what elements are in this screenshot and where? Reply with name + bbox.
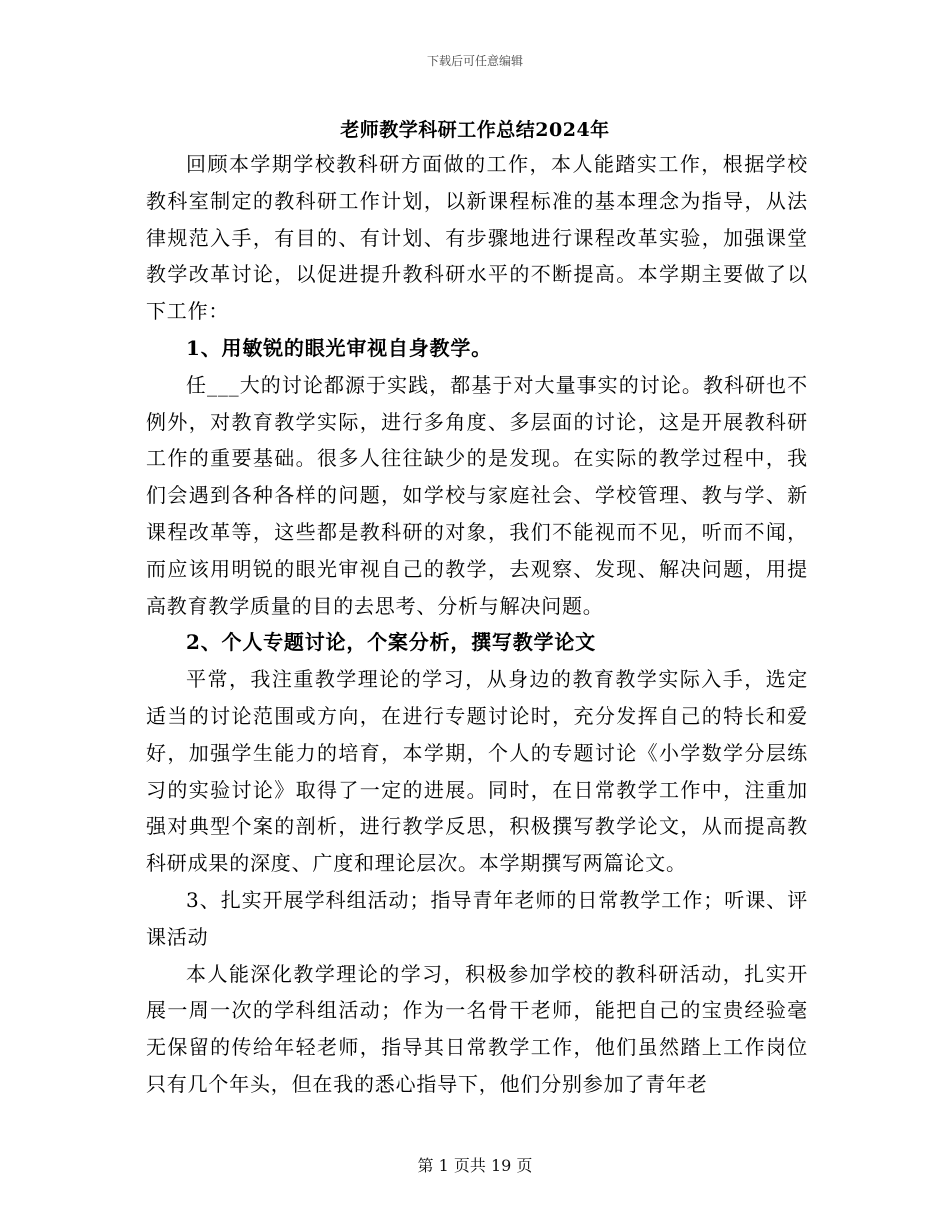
document-title: 老师教学科研工作总结2024年	[340, 119, 610, 141]
section-heading-2: 2、个人专题讨论，个案分析，撰写教学论文	[186, 630, 596, 655]
page-number: 第 1 页共 19 页	[417, 1156, 533, 1175]
section-paragraph-1: 任___大的讨论都源于实践，都基于对大量事实的讨论。教科研也不例外，对教育教学实际，进行多角度、多层面的讨论，这是开展教科研工作的重要基础。很多人往往缺少的是发现。在实际的教学过程中，我们会遇到各种各样的问题，如学校与家庭社会、学校管理、教与学、新课程改革等，这些都是教科研的对象，我们不能视而不见，听而不闻，而应该用明锐的眼光审视自己的教学，去观察、发现、解决问题，用提高教育教学质量的目的去思考、分析与解决问题。	[146, 372, 808, 618]
section-paragraph-2: 平常，我注重教学理论的学习，从身边的教育教学实际入手，选定适当的讨论范围或方向，在进行专题讨论时，充分发挥自己的特长和爱好，加强学生能力的培育，本学期，个人的专题讨论《小学数学分层练习的实验讨论》取得了一定的进展。同时，在日常教学工作中，注重加强对典型个案的剖析，进行教学反思，积极撰写教学论文，从而提高教科研成果的深度、广度和理论层次。本学期撰写两篇论文。	[146, 667, 808, 876]
intro-paragraph: 回顾本学期学校教科研方面做的工作，本人能踏实工作，根据学校教科室制定的教科研工作计划，以新课程标准的基本理念为指导，从法律规范入手，有目的、有计划、有步骤地进行课程改革实验，加强课堂教学改革讨论，以促进提升教科研水平的不断提高。本学期主要做了以下工作：	[146, 152, 808, 324]
page-header-note: 下载后可任意编辑	[426, 54, 523, 68]
section-paragraph-3: 本人能深化教学理论的学习，积极参加学校的教科研活动，扎实开展一周一次的学科组活动；作为一名骨干老师，能把自己的宝贵经验毫无保留的传给年轻老师，指导其日常教学工作，他们虽然踏上工作岗位只有几个年头，但在我的悉心指导下，他们分别参加了青年老	[146, 961, 808, 1096]
section-heading-1: 1、用敏锐的眼光审视自身教学。	[186, 335, 492, 360]
document-body	[146, 146, 808, 1103]
section-heading-3: 3、扎实开展学科组活动；指导青年老师的日常教学工作；听课、评课活动	[146, 887, 808, 949]
